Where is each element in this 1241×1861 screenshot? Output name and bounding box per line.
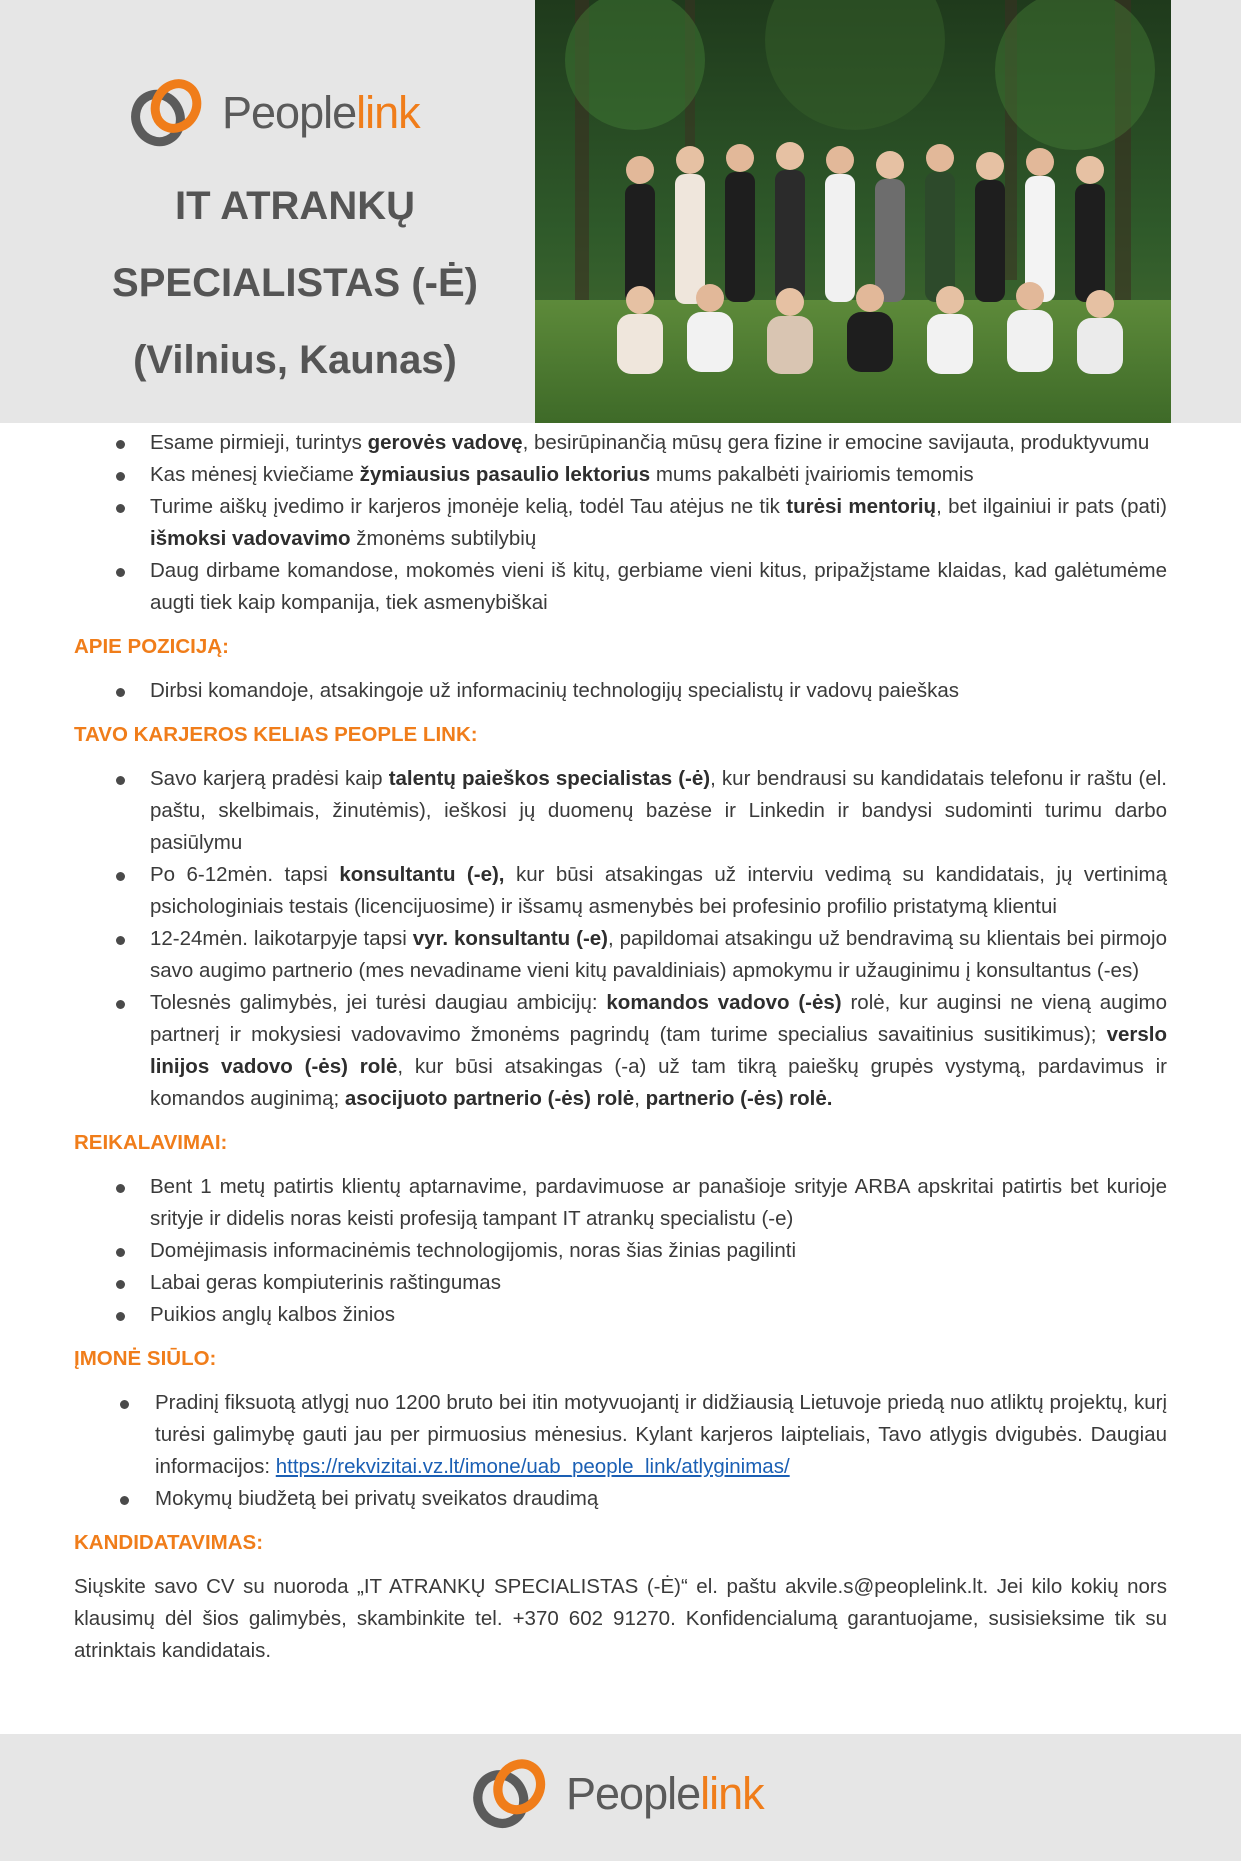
intro-list	[74, 427, 1167, 619]
list-item: Savo karjerą pradėsi kaip talentų paieškos specialistas (-ė), kur bendrausi su kandidatais telefonu ir raštu (el. paštu, skelbimais, žinutėmis), ieškosi jų duomenų bazėse ir Linkedin ir bandysi sudominti turimu darbo pasiūlymu	[74, 763, 1167, 859]
section-heading-career: TAVO KARJEROS KELIAS PEOPLE LINK:	[74, 723, 478, 746]
list-item: Esame pirmieji, turintys gerovės vadovę, besirūpinančią mūsų gera fizine ir emocine savijauta, produktyvumu	[74, 427, 1167, 459]
job-title	[60, 168, 530, 399]
about-list	[74, 675, 1167, 707]
team-photo	[535, 0, 1171, 423]
footer-banner	[0, 1734, 1241, 1861]
team-group-photo-icon	[535, 0, 1171, 423]
job-title-line-1: IT ATRANKŲ	[175, 184, 415, 228]
list-item: Dirbsi komandoje, atsakingoje už informacinių technologijų specialistų ir vadovų paieškas	[74, 675, 1167, 707]
peoplelink-logo-icon	[128, 74, 206, 152]
peoplelink-logo	[128, 74, 420, 152]
section-heading-offer: ĮMONĖ SIŪLO:	[74, 1347, 217, 1370]
peoplelink-logo-footer	[470, 1754, 764, 1834]
offer-list	[74, 1387, 1167, 1515]
career-list	[74, 763, 1167, 1115]
peoplelink-logo-icon	[470, 1754, 550, 1834]
apply-paragraph: Siųskite savo CV su nuoroda „IT ATRANKŲ SPECIALISTAS (-Ė)“ el. paštu akvile.s@peoplelink.lt. Jei kilo kokių nors klausimų dėl šios galimybės, skambinkite tel. +370 602 91270. Konfidencialumą garantuojame, susisieksime tik su atrinktais kandidatais.	[74, 1575, 1167, 1662]
section-heading-about: APIE POZICIJĄ:	[74, 635, 229, 658]
logo-wordmark: Peoplelink	[566, 1768, 764, 1819]
list-item: Daug dirbame komandose, mokomės vieni iš kitų, gerbiame vieni kitus, pripažįstame klaidas, kad galėtumėme augti tiek kaip kompanija, tiek asmenybiškai	[74, 555, 1167, 619]
section-heading-apply: KANDIDATAVIMAS:	[74, 1531, 264, 1554]
list-item: Puikios anglų kalbos žinios	[74, 1299, 1167, 1331]
list-item: Pradinį fiksuotą atlygį nuo 1200 bruto bei itin motyvuojantį ir didžiausią Lietuvoje priedą nuo atliktų projektų, kurį turėsi galimybę gauti jau per pirmuosius mėnesius. Kylant karjeros laipteliais, Tavo atlygis dvigubės. Daugiau informacijos: https://rekvizitai.vz.lt/imone/uab_people_link/atlyginimas/	[74, 1387, 1167, 1483]
requirements-list	[74, 1171, 1167, 1331]
section-heading-requirements: REIKALAVIMAI:	[74, 1131, 228, 1154]
list-item: Labai geras kompiuterinis raštingumas	[74, 1267, 1167, 1299]
logo-wordmark: Peoplelink	[222, 87, 420, 138]
list-item: Po 6-12mėn. tapsi konsultantu (-e), kur būsi atsakingas už interviu vedimą su kandidatais, jų vertinimą psichologiniais testais (licencijuosime) ir išsamų asmenybės bei profesinio profilio pristatymą klientui	[74, 859, 1167, 923]
list-item: Turime aiškų įvedimo ir karjeros įmonėje kelią, todėl Tau atėjus ne tik turėsi mentorių, bet ilgainiui ir pats (pati) išmoksi vadovavimo žmonėms subtilybių	[74, 491, 1167, 555]
list-item: Mokymų biudžetą bei privatų sveikatos draudimą	[74, 1483, 1167, 1515]
list-item: Domėjimasis informacinėmis technologijomis, noras šias žinias pagilinti	[74, 1235, 1167, 1267]
list-item: 12-24mėn. laikotarpyje tapsi vyr. konsultantu (-e), papildomai atsakingu už bendravimą su klientais bei pirmojo savo augimo partnerio (mes nevadiname vieni kitų pavaldiniais) apmokymu ir užauginimu į konsultantus (-es)	[74, 923, 1167, 987]
job-title-line-2: SPECIALISTAS (-Ė)	[112, 261, 478, 305]
salary-info-link[interactable]: https://rekvizitai.vz.lt/imone/uab_people_link/atlyginimas/	[275, 1455, 790, 1478]
header-banner	[0, 0, 1241, 423]
list-item: Tolesnės galimybės, jei turėsi daugiau ambicijų: komandos vadovo (-ės) rolė, kur auginsi ne vieną augimo partnerį ir mokysiesi vadovavimo žmonėms pagrindų (tam turime specialius savaitinius susitikimus); verslo linijos vadovo (-ės) rolė, kur būsi atsakingas (-a) už tam tikrą paieškų grupės vystymą, pardavimus ir komandos auginimą; asocijuoto partnerio (-ės) rolė, partnerio (-ės) rolė.	[74, 987, 1167, 1115]
job-title-line-3: (Vilnius, Kaunas)	[133, 338, 457, 382]
list-item: Bent 1 metų patirtis klientų aptarnavime, pardavimuose ar panašioje srityje ARBA apskritai patirtis bet kurioje srityje ir didelis noras keisti profesiją tampant IT atrankų specialistu (-e)	[74, 1171, 1167, 1235]
list-item: Kas mėnesį kviečiame žymiausius pasaulio lektorius mums pakalbėti įvairiomis temomis	[74, 459, 1167, 491]
job-description	[74, 427, 1167, 1667]
